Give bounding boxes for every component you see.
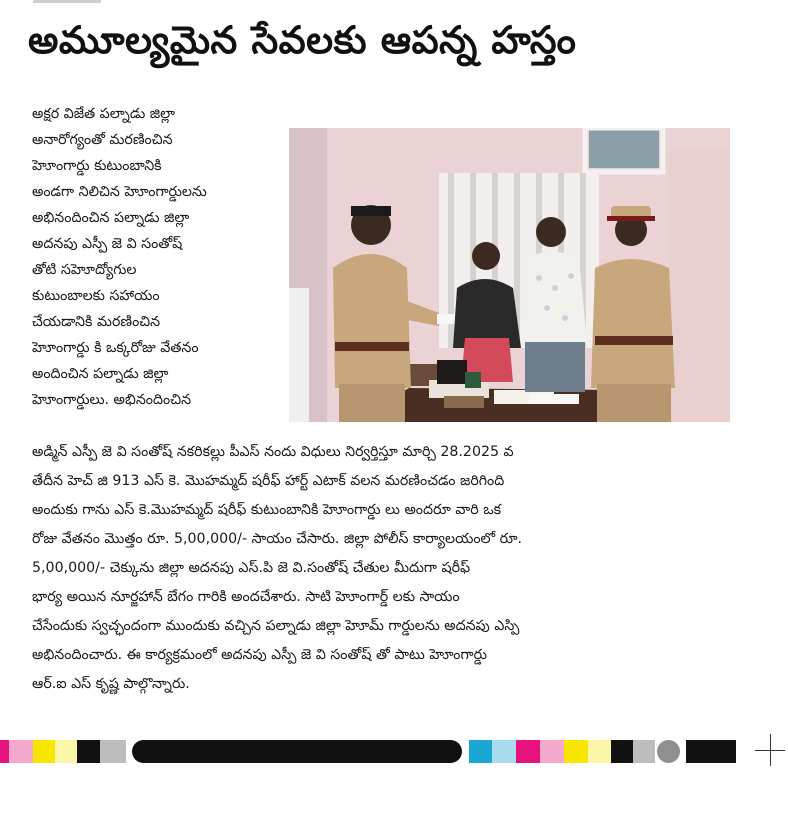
body-line: 5,00,000/- చెక్కును జిల్లా అదనపు ఎస్.పి జె వి.సంతోష్ చేతుల మీదుగా షరీఫ్ [32, 560, 471, 576]
color-swatch [492, 740, 516, 763]
crop-mark [770, 734, 771, 766]
color-swatch [77, 740, 100, 763]
color-swatch [564, 740, 588, 763]
body-line: అభినందించిన పల్నాడు జిల్లా [32, 210, 190, 226]
photo-illustration [289, 128, 730, 422]
body-line: ఆర్.ఐ ఎస్ కృష్ణ పాల్గొన్నారు. [32, 676, 190, 692]
body-line: హెూంగార్డులు. అభినందించిన [32, 392, 192, 408]
news-photo [289, 128, 730, 422]
body-line: అక్షర విజేత పల్నాడు జిల్లా [32, 106, 175, 122]
color-swatch [611, 740, 633, 763]
color-swatch [516, 740, 540, 763]
color-swatch [0, 740, 9, 763]
body-line: అండగా నిలిచిన హెూంగార్డులను [32, 184, 207, 200]
article-body-column [32, 101, 284, 413]
color-swatch [686, 740, 736, 763]
body-line: అనారోగ్యంతో మరణించిన [32, 132, 173, 148]
color-swatch [100, 740, 126, 763]
body-line: తేదీన హెచ్ జి 913 ఎస్ కె. మొహమ్మద్ షరీఫ్ హార్ట్ ఎటాక్ వలన మరణించడం జరిగింది [32, 473, 505, 489]
body-line: అడ్మిన్ ఎస్పీ జె వి సంతోష్ నకరికల్లు పీఎస్ నందు విధులు నిర్వర్తిస్తూ మార్చి 28.2025 వ [32, 444, 514, 460]
body-line: కుటుంబాలకు సహాయం [32, 288, 160, 304]
body-line: అందించిన పల్నాడు జిల్లా [32, 366, 169, 382]
color-swatch [9, 740, 33, 763]
headline: అమూల్యమైన సేవలకు ఆపన్న హస్తం [28, 18, 577, 62]
body-line: అభినందించారు. ఈ కార్యక్రమంలో అదనపు ఎస్పీ జె వి సంతోష్ తో పాటు హెూంగార్డు [32, 647, 487, 663]
color-swatch [469, 740, 492, 763]
body-line: తోటి సహెూద్యోగుల [32, 262, 137, 278]
color-swatch [33, 740, 55, 763]
color-swatch [633, 740, 655, 763]
gray-dot [657, 740, 680, 763]
body-line: హెూంగార్డు కి ఒక్కరోజు వేతనం [32, 340, 199, 356]
body-line: అదనపు ఎస్పీ జె వి సంతోష్ [32, 236, 183, 252]
color-swatch [55, 740, 77, 763]
body-line: చేసేందుకు స్వచ్ఛందంగా ముందుకు వచ్చిన పల్నాడు జిల్లా హెూమ్ గార్డులను అదనపు ఎస్పి [32, 618, 520, 634]
body-line: రోజు వేతనం మొత్తం రూ. 5,00,000/- సాయం చేసారు. జిల్లా పోలీస్ కార్యాలయంలో రూ. [32, 531, 523, 547]
color-swatch [540, 740, 564, 763]
color-swatch [588, 740, 611, 763]
top-rule [33, 0, 101, 3]
body-line: అందుకు గాను ఎస్ కె.మొహమ్మద్ షరీఫ్ కుటుంబానికి హెూంగార్డు లు అందరూ వారి ఒక [32, 502, 501, 518]
registration-bar [132, 740, 462, 763]
body-line: హెూంగార్డు కుటుంబానికి [32, 158, 162, 174]
body-line: చేయడానికి మరణించిన [32, 314, 161, 330]
body-line: భార్య అయిన నూర్జహాన్ బేగం గారికి అందచేశారు. సాటి హెూంగార్డ్ లకు సాయం [32, 589, 460, 605]
article-body-full [32, 438, 762, 699]
